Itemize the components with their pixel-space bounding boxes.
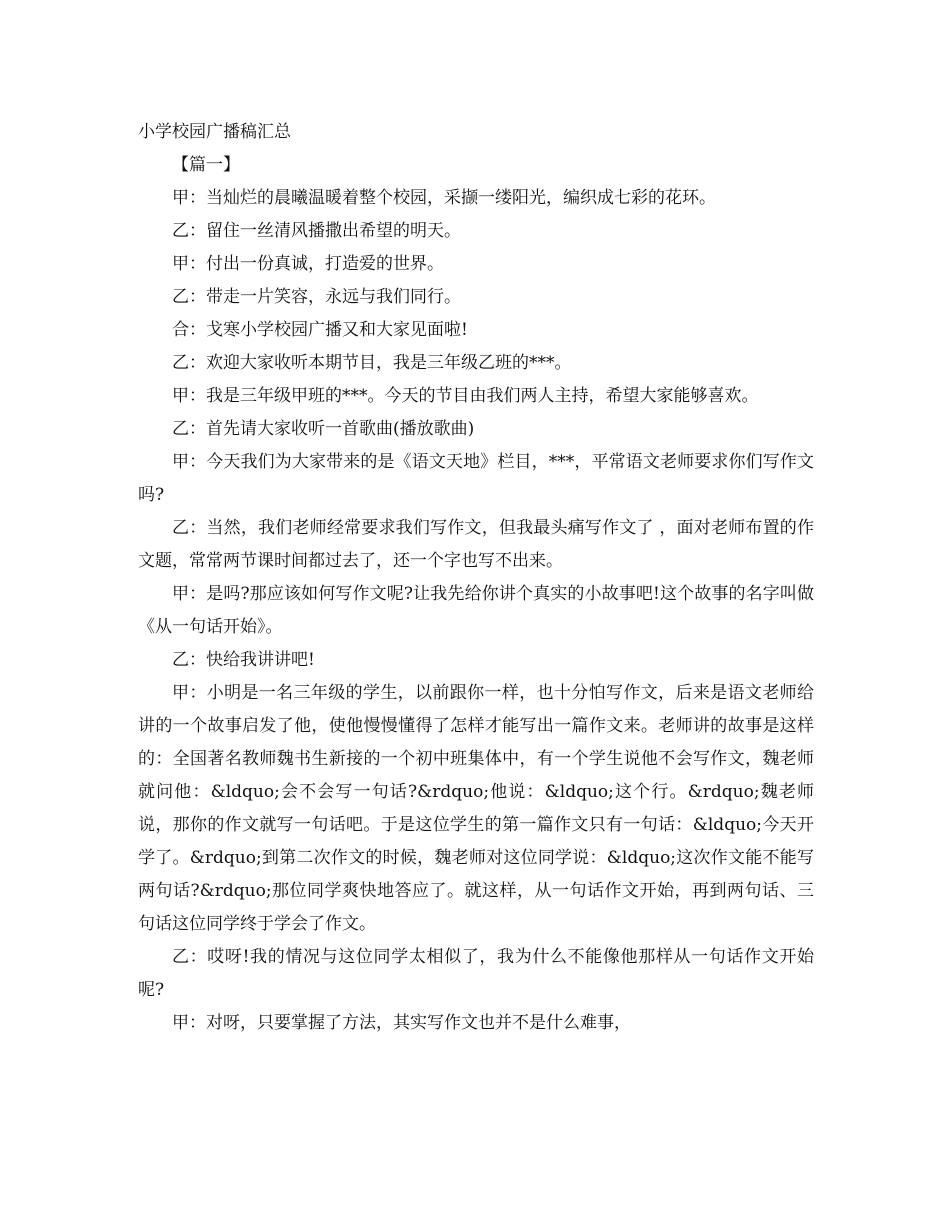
dialogue-paragraph: 甲：付出一份真诚，打造爱的世界。 — [172, 254, 444, 274]
dialogue-paragraph: 合：戈寒小学校园广播又和大家见面啦! — [172, 320, 468, 340]
dialogue-paragraph: 乙：欢迎大家收听本期节目，我是三年级乙班的***。 — [172, 353, 572, 373]
dialogue-paragraph: 甲：是吗?那应该如何写作文呢?让我先给你讲个真实的小故事吧!这个故事的名字叫做《从一句话开始》。 — [138, 584, 814, 637]
dialogue-paragraph: 甲：我是三年级甲班的***。今天的节目由我们两人主持，希望大家能够喜欢。 — [172, 386, 759, 406]
dialogue-paragraph: 甲：当灿烂的晨曦温暖着整个校园，采撷一缕阳光，编织成七彩的花环。 — [172, 188, 716, 208]
dialogue-paragraph: 乙：当然，我们老师经常要求我们写作文，但我最头痛写作文了 ，面对老师布置的作文题，常常两节课时间都过去了，还一个字也写不出来。 — [138, 518, 814, 571]
document-body — [138, 116, 814, 1040]
section-heading: 【篇一】 — [172, 155, 240, 175]
dialogue-paragraph: 甲：对呀，只要掌握了方法，其实写作文也并不是什么难事， — [172, 1013, 631, 1033]
dialogue-paragraph: 乙：快给我讲讲吧! — [172, 650, 315, 670]
dialogue-paragraph: 甲：小明是一名三年级的学生，以前跟你一样，也十分怕写作文，后来是语文老师给讲的一个故事启发了他，使他慢慢懂得了怎样才能写出一篇作文来。老师讲的故事是这样的：全国著名教师魏书生新接的一个初中班集体中，有一个学生说他不会写作文，魏老师就问他：&ldquo;会不会写一句话?&rdquo;他说：&ldquo;这个行。&rdquo;魏老师说，那你的作文就写一句话吧。于是这位学生的第一篇作文只有一句话：&ldquo;今天开学了。&rdquo;到第二次作文的时候，魏老师对这位同学说：&ldquo;这次作文能不能写两句话?&rdquo;那位同学爽快地答应了。就这样，从一句话作文开始，再到两句话、三句话这位同学终于学会了作文。 — [138, 683, 814, 934]
document-title: 小学校园广播稿汇总 — [138, 122, 291, 142]
dialogue-paragraph: 乙：哎呀!我的情况与这位同学太相似了，我为什么不能像他那样从一句话作文开始呢? — [138, 947, 814, 1000]
dialogue-paragraph: 乙：留住一丝清风播撒出希望的明天。 — [172, 221, 461, 241]
dialogue-paragraph: 乙：首先请大家收听一首歌曲(播放歌曲) — [172, 419, 475, 439]
dialogue-paragraph: 甲：今天我们为大家带来的是《语文天地》栏目，***，平常语文老师要求你们写作文吗? — [138, 452, 814, 505]
dialogue-paragraph: 乙：带走一片笑容，永远与我们同行。 — [172, 287, 461, 307]
